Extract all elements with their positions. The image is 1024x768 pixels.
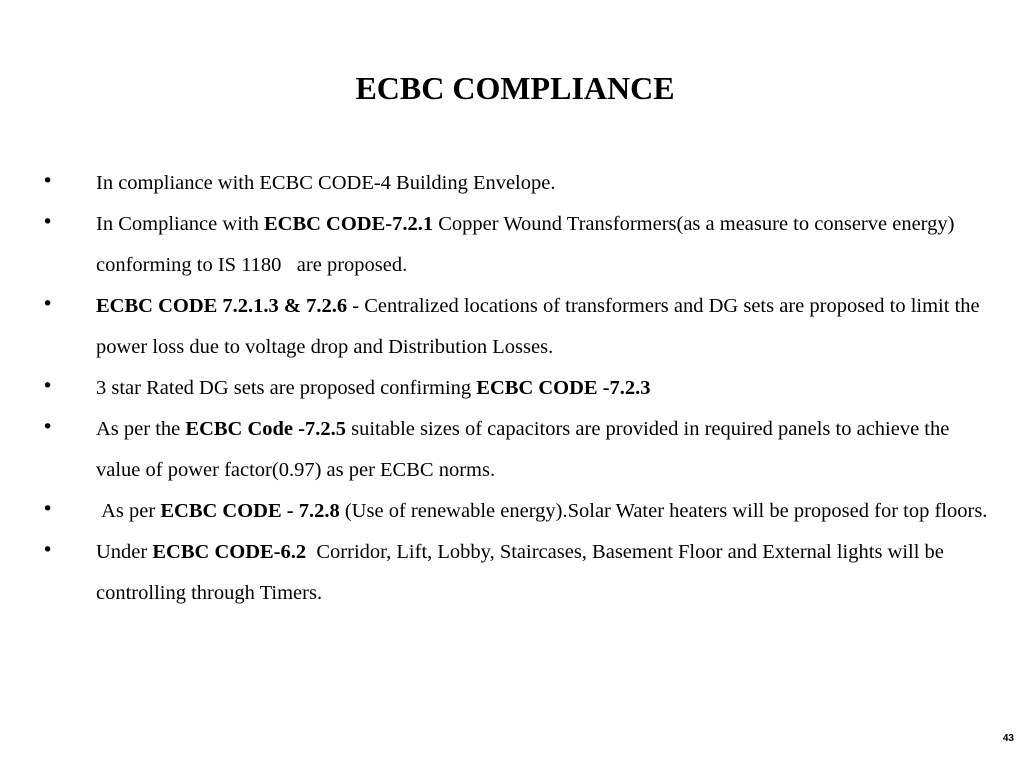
bullet-item bbox=[40, 532, 990, 614]
bullet-list bbox=[40, 163, 990, 614]
bullet-dot-icon: • bbox=[42, 416, 54, 438]
bullet-text-segment: (Use of renewable energy).Solar Water heaters will be proposed for top floors. bbox=[339, 500, 988, 522]
bullet-text-segment: In Compliance with bbox=[96, 213, 264, 235]
bullet-text-segment: suitable sizes of capacitors are provided in required panels to achieve the value of power factor(0.97) as per ECBC norms. bbox=[96, 418, 950, 481]
code-reference: ECBC CODE - 7.2.8 bbox=[160, 500, 340, 522]
bullet-text-segment: 3 star Rated DG sets are proposed confirming bbox=[96, 377, 477, 399]
bullet-text-segment: As per bbox=[96, 500, 161, 522]
bullet-dot-icon: • bbox=[42, 375, 54, 397]
bullet-item bbox=[40, 286, 990, 368]
bullet-item bbox=[40, 204, 990, 286]
bullet-text bbox=[96, 172, 555, 194]
bullet-text bbox=[96, 295, 980, 358]
page-number: 43 bbox=[1002, 733, 1014, 744]
bullet-text-segment: - Centralized locations of transformers and DG sets are proposed to limit the power loss due to voltage drop and Distribution Losses. bbox=[96, 295, 980, 358]
bullet-text bbox=[96, 418, 949, 481]
bullet-item bbox=[40, 491, 990, 532]
code-reference: ECBC CODE-7.2.1 bbox=[263, 213, 434, 235]
code-reference: ECBC CODE-6.2 bbox=[152, 541, 307, 563]
bullet-item bbox=[40, 163, 990, 204]
code-reference: ECBC CODE -7.2.3 bbox=[476, 377, 651, 399]
bullet-dot-icon: • bbox=[42, 539, 54, 561]
bullet-text bbox=[96, 377, 651, 399]
bullet-dot-icon: • bbox=[42, 498, 54, 520]
bullet-item bbox=[40, 368, 990, 409]
code-reference: ECBC Code -7.2.5 bbox=[185, 418, 346, 440]
bullet-text bbox=[96, 541, 944, 604]
bullet-text bbox=[96, 500, 987, 522]
bullet-item bbox=[40, 409, 990, 491]
code-reference: ECBC CODE 7.2.1.3 & 7.2.6 bbox=[96, 295, 348, 317]
bullet-text-segment: As per the bbox=[96, 418, 186, 440]
bullet-text-segment: Copper Wound Transformers(as a measure to conserve energy) conforming to IS 1180 are proposed. bbox=[96, 213, 955, 276]
bullet-dot-icon: • bbox=[42, 170, 54, 192]
bullet-text-segment: In compliance with ECBC CODE-4 Building Envelope. bbox=[96, 172, 556, 194]
slide-title: ECBC COMPLIANCE bbox=[355, 70, 675, 106]
bullet-text-segment: Under bbox=[96, 541, 153, 563]
bullet-text-segment: Corridor, Lift, Lobby, Staircases, Basement Floor and External lights will be controlling through Timers. bbox=[96, 541, 944, 604]
bullet-text bbox=[96, 213, 954, 276]
bullet-dot-icon: • bbox=[42, 211, 54, 233]
bullet-dot-icon: • bbox=[42, 293, 54, 315]
